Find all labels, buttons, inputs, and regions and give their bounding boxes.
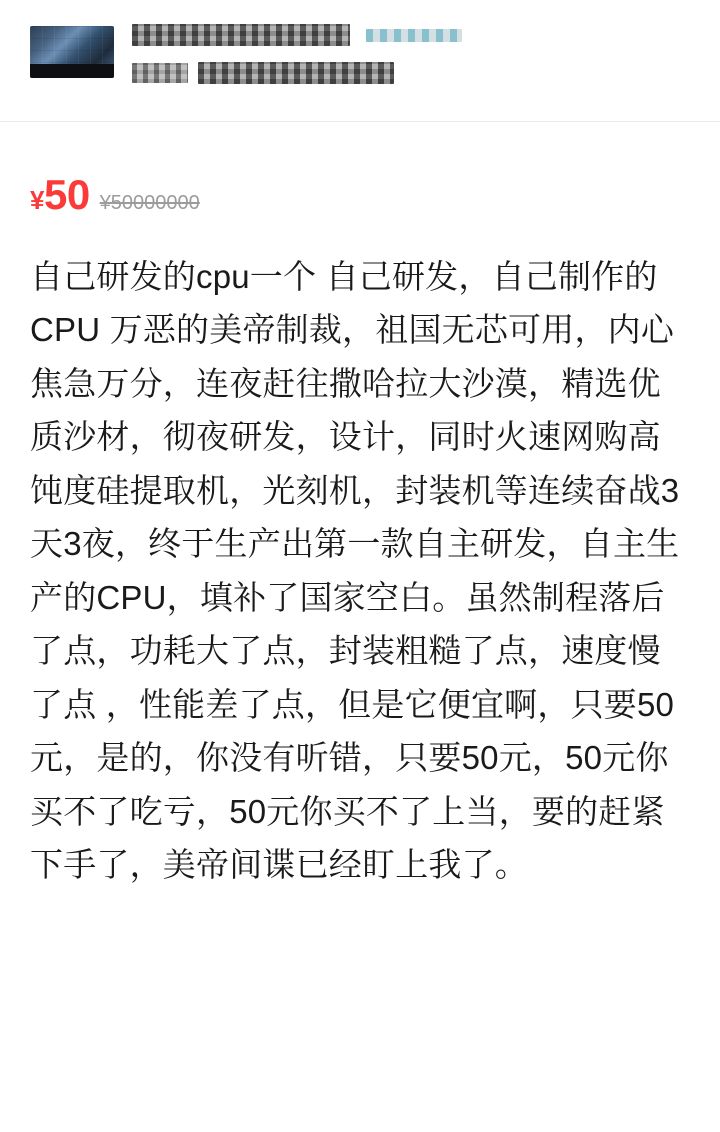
seller-sub-redacted-1 xyxy=(132,63,188,83)
seller-subtitle-line xyxy=(132,60,690,86)
seller-header[interactable] xyxy=(0,0,720,122)
avatar[interactable] xyxy=(30,26,114,78)
seller-sub-redacted-2 xyxy=(198,62,394,84)
item-description: 自己研发的cpu一个 自己研发，自己制作的CPU 万恶的美帝制裁，祖国无芯可用，内心焦急万分，连夜赶往撒哈拉大沙漠，精选优质沙材，彻夜研发，设计，同时火速网购高饨度硅提取机，光刻机，封装机等连续奋战3天3夜，终于生产出第一款自主研发，自主生产的CPU，填补了国家空白。虽然制程落后了点，功耗大了点，封装粗糙了点，速度慢了点 ，性能差了点，但是它便宜啊，只要50元，是的，你没有听错，只要50元，50元你买不了吃亏，50元你买不了上当，要的赶紧下手了，美帝间谍已经盯上我了。 xyxy=(30,258,680,883)
seller-row[interactable] xyxy=(30,18,690,86)
original-price: ¥50000000 xyxy=(99,192,200,214)
price-value: 50 xyxy=(43,171,90,218)
seller-name-line xyxy=(132,22,690,48)
current-price xyxy=(30,171,90,218)
seller-text-block xyxy=(132,18,690,86)
avatar-mosaic-overlay xyxy=(30,26,114,78)
seller-name-redacted xyxy=(132,24,350,46)
currency-symbol: ¥ xyxy=(30,185,44,215)
price-block xyxy=(0,122,720,216)
seller-tag-redacted xyxy=(366,29,462,42)
